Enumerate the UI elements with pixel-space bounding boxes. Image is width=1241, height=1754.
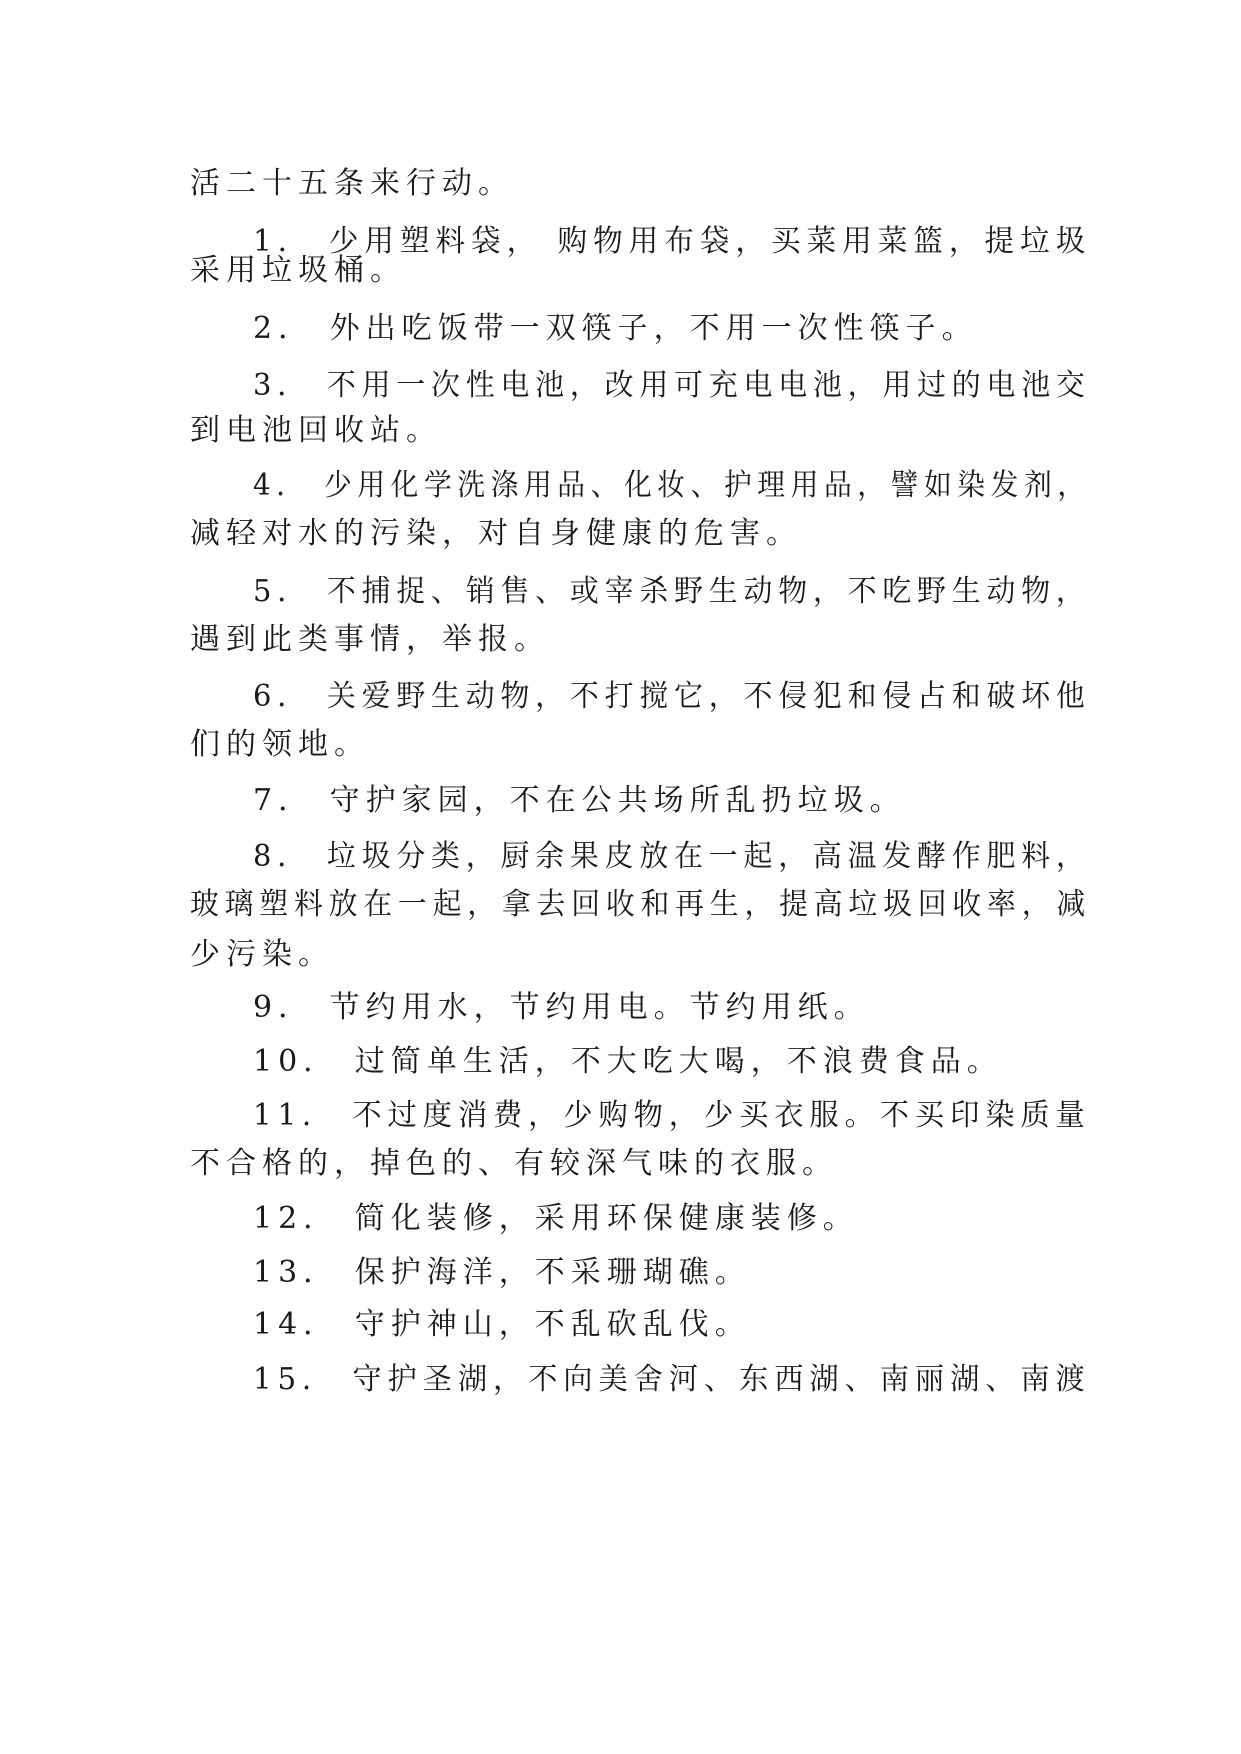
list-item-2: 2． 外出吃饭带一双筷子，不用一次性筷子。 — [253, 311, 978, 346]
list-item-9: 9． 节约用水，节约用电。节约用纸。 — [253, 990, 870, 1025]
list-item-7: 7． 守护家园，不在公共场所乱扔垃圾。 — [253, 783, 906, 818]
list-item-11: 11． 不过度消费，少购物，少买衣服。不买印染质量 — [253, 1098, 1091, 1133]
list-item-10: 10． 过简单生活，不大吃大喝，不浪费食品。 — [253, 1044, 1003, 1079]
list-item-8: 8． 垃圾分类，厨余果皮放在一起，高温发酵作肥料， — [253, 839, 1091, 874]
list-item-4: 4． 少用化学洗涤用品、化妆、护理用品，譬如染发剂， — [253, 468, 1091, 503]
list-item-3: 3． 不用一次性电池，改用可充电电池，用过的电池交 — [253, 368, 1091, 403]
list-item-5: 5． 不捕捉、销售、或宰杀野生动物，不吃野生动物， — [253, 574, 1091, 609]
list-item-12: 12． 简化装修，采用环保健康装修。 — [253, 1201, 859, 1236]
text-line: 遇到此类事情，举报。 — [190, 622, 550, 657]
list-item-14: 14． 守护神山，不乱砍乱伐。 — [253, 1307, 751, 1342]
list-item-13: 13． 保护海洋，不采珊瑚礁。 — [253, 1255, 751, 1290]
text-line: 采用垃圾桶。 — [190, 253, 406, 288]
text-line: 少污染。 — [190, 937, 334, 972]
text-line: 减轻对水的污染，对自身健康的危害。 — [190, 516, 802, 551]
text-line: 到电池回收站。 — [190, 413, 442, 448]
text-line: 们的领地。 — [190, 727, 370, 762]
text-line: 不合格的，掉色的、有较深气味的衣服。 — [190, 1146, 838, 1181]
text-line: 玻璃塑料放在一起，拿去回收和再生，提高垃圾回收率，减 — [190, 887, 1091, 922]
list-item-6: 6． 关爱野生动物，不打搅它，不侵犯和侵占和破坏他 — [253, 679, 1091, 714]
list-item-1: 1． 少用塑料袋， 购物用布袋，买菜用菜篮，提垃圾 — [253, 224, 1092, 259]
list-item-15: 15． 守护圣湖，不向美舍河、东西湖、南丽湖、南渡 — [253, 1362, 1091, 1397]
text-line: 活二十五条来行动。 — [190, 166, 514, 201]
